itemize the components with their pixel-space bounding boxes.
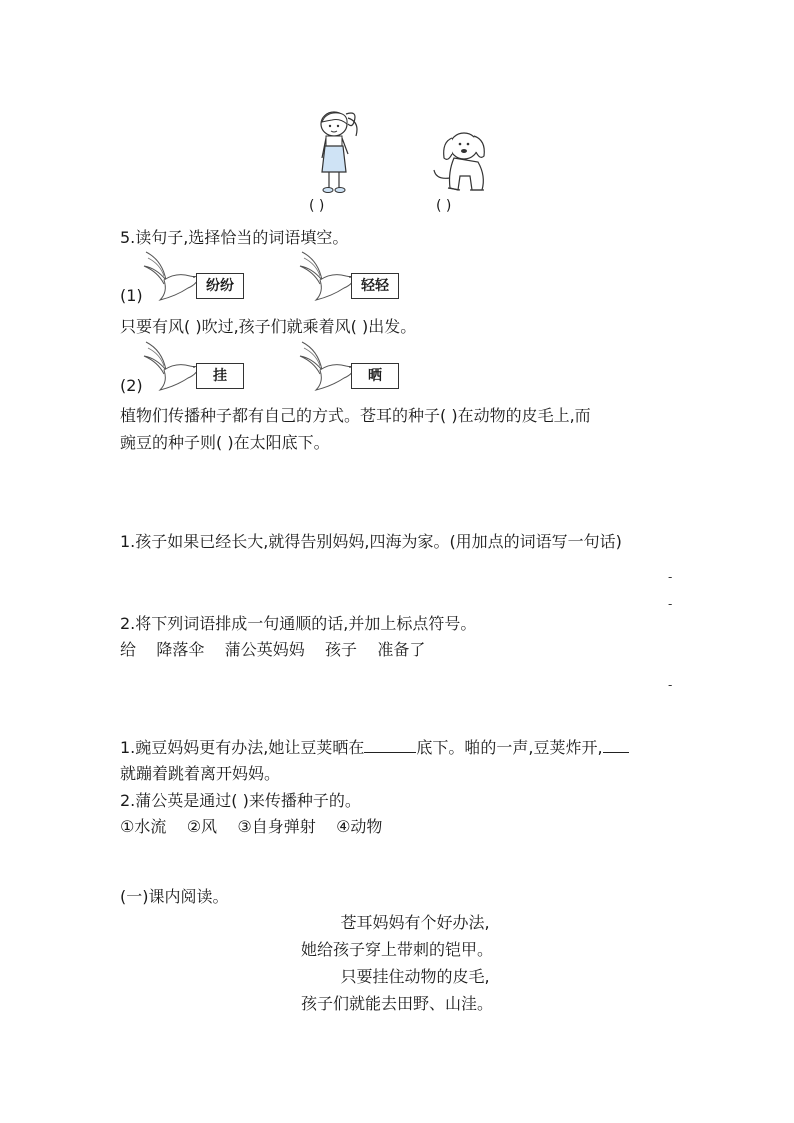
word-box-fenfen: 纷纷 — [196, 273, 244, 299]
question-5-title: 5.读句子,选择恰当的词语填空。 — [120, 228, 349, 247]
q5-part2-number: (2) — [120, 376, 143, 395]
section3-item1-text-a: 1.豌豆妈妈更有办法,她让豆荚晒在 — [120, 738, 365, 757]
word-box-shai: 晒 — [351, 363, 399, 389]
girl-answer-paren[interactable]: ( ) — [309, 198, 325, 214]
answer-line-marker[interactable]: - — [668, 678, 673, 692]
q5-part1-number: (1) — [120, 286, 143, 305]
q5-part2-sentence-line2: 豌豆的种子则( )在太阳底下。 — [120, 433, 330, 452]
section2-item1: 1.孩子如果已经长大,就得告别妈妈,四海为家。(用加点的词语写一句话) — [120, 532, 622, 551]
dog-illustration — [428, 128, 494, 198]
section3-item1-text-b: 底下。啪的一声,豆荚炸开, — [416, 738, 603, 757]
poem-line: 孩子们就能去田野、山洼。 — [300, 994, 493, 1013]
word-box-qingqing: 轻轻 — [351, 273, 399, 299]
q5-part2-sentence-line1: 植物们传播种子都有自己的方式。苍耳的种子( )在动物的皮毛上,而 — [120, 406, 591, 425]
dove-icon — [142, 340, 202, 392]
answer-line-marker[interactable]: - — [668, 570, 673, 584]
answer-line-marker[interactable]: - — [668, 597, 673, 611]
poem-line: 苍耳妈妈有个好办法, — [340, 913, 490, 932]
word-box-gua: 挂 — [196, 363, 244, 389]
q5-part1-sentence: 只要有风( )吹过,孩子们就乘着风( )出发。 — [120, 317, 417, 336]
poem-line: 她给孩子穿上带刺的铠甲。 — [300, 940, 493, 959]
poem-line: 只要挂住动物的皮毛, — [340, 967, 490, 986]
reading-title: (一)课内阅读。 — [120, 887, 229, 906]
section3-item1-line2: 就蹦着跳着离开妈妈。 — [120, 764, 281, 783]
dove-icon — [298, 250, 358, 302]
dove-icon — [298, 340, 358, 392]
dove-icon — [142, 250, 202, 302]
dog-answer-paren[interactable]: ( ) — [436, 198, 452, 214]
section3-item1-line1 — [120, 738, 629, 758]
fill-blank[interactable] — [364, 738, 416, 753]
girl-illustration — [308, 108, 364, 198]
section3-item2: 2.蒲公英是通过( )来传播种子的。 — [120, 791, 361, 810]
section2-item2: 2.将下列词语排成一句通顺的话,并加上标点符号。 — [120, 614, 477, 633]
section3-options: ①水流 ②风 ③自身弹射 ④动物 — [120, 817, 383, 836]
section2-word-list: 给 降落伞 蒲公英妈妈 孩子 准备了 — [120, 640, 426, 659]
fill-blank[interactable] — [603, 738, 629, 753]
